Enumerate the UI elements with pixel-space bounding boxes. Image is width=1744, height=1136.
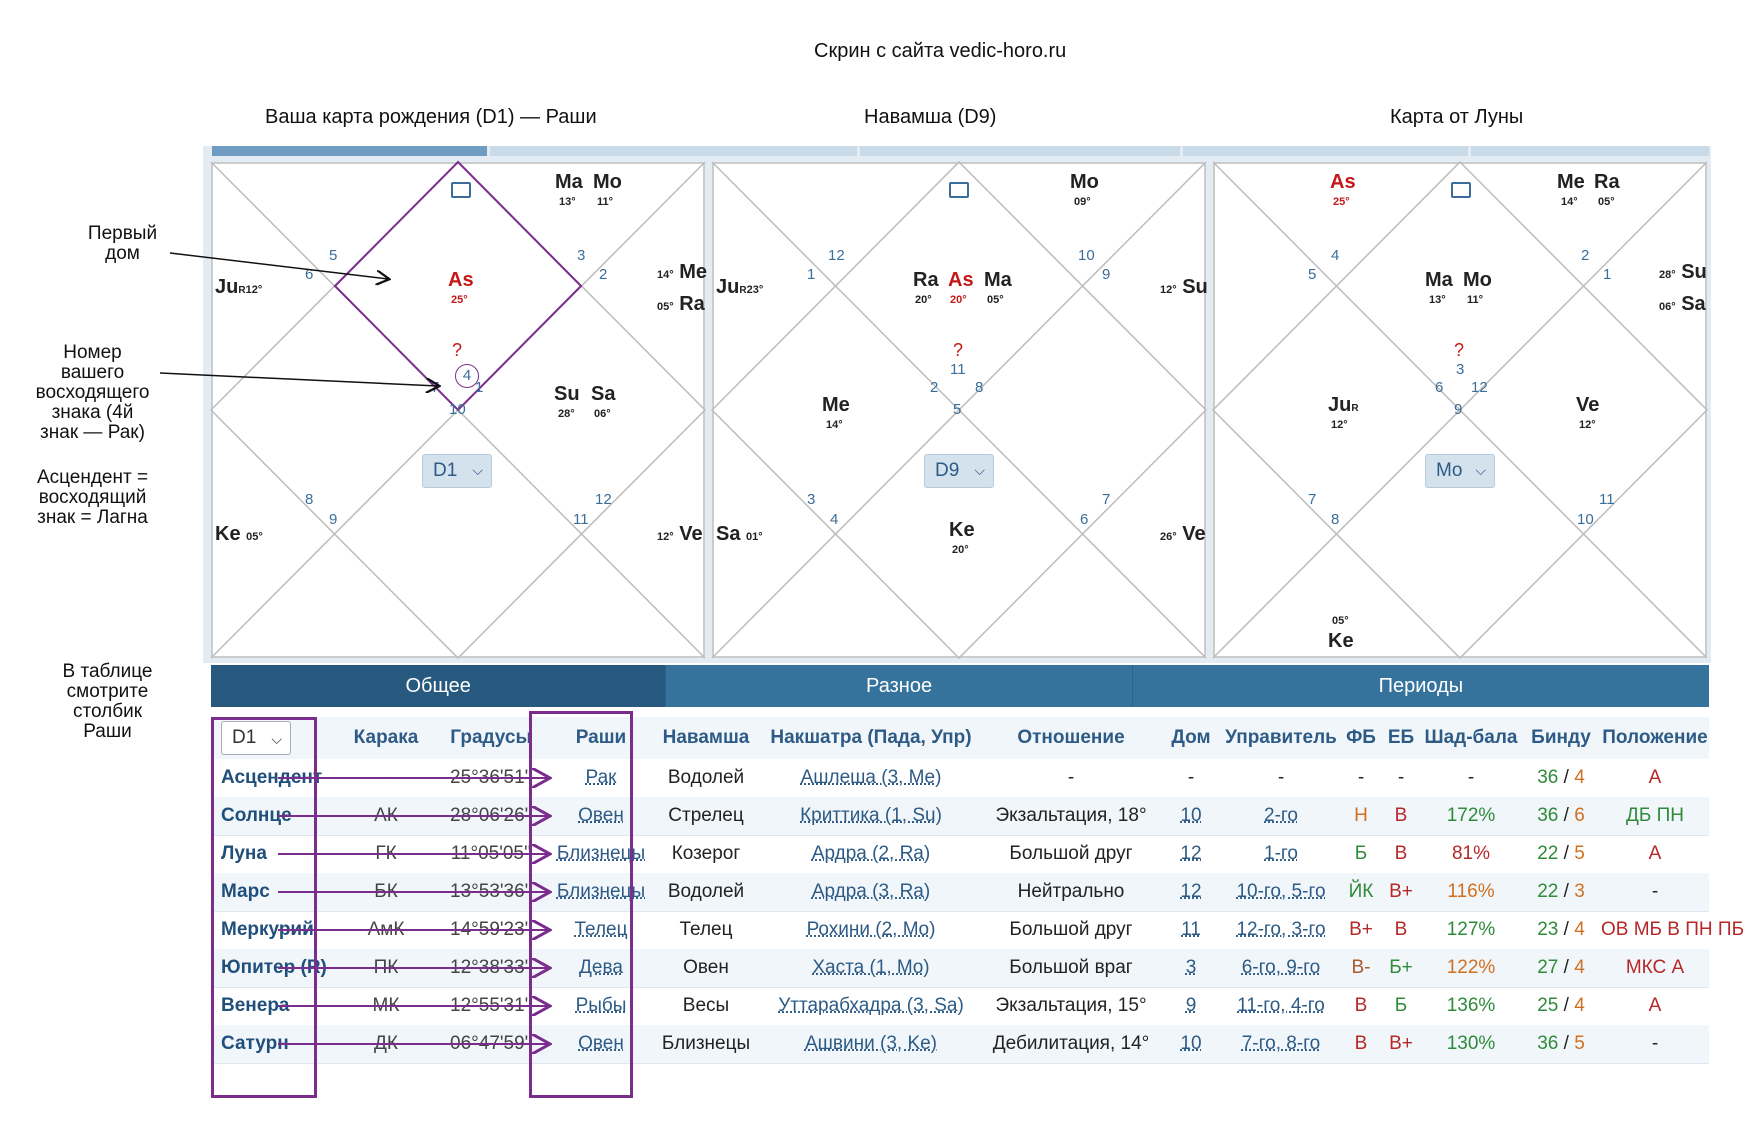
cell-navamsha: Овен — [683, 957, 729, 978]
house-num-1: 1 — [807, 266, 816, 283]
planet-mo: Mo — [593, 171, 622, 193]
col-shadbala[interactable]: Шад-бала — [1424, 727, 1518, 748]
cell-bindu: 22 / 5 — [1537, 843, 1585, 864]
deg-ke: 05° — [1332, 615, 1349, 627]
cell-fb: В — [1354, 1033, 1368, 1054]
planet-me: 14° Me — [657, 261, 707, 283]
cell-bindu: 36 / 5 — [1537, 1033, 1585, 1054]
arrow-sign-number — [160, 373, 438, 386]
note-first-house: Первый дом — [87, 223, 158, 264]
cell-navamsha: Весы — [682, 995, 730, 1016]
cell-pos: A — [1648, 767, 1662, 788]
col-eb[interactable]: ЕБ — [1387, 727, 1415, 748]
cell-eb: В — [1394, 919, 1408, 940]
cell-rashi[interactable]: Телец — [574, 919, 628, 940]
planet-name[interactable]: Венера — [221, 995, 290, 1016]
cell-fb: - — [1357, 767, 1365, 788]
house-num-10: 10 — [1577, 511, 1594, 528]
planet-ju: JuR23° — [716, 276, 764, 298]
question-mark: ? — [452, 340, 463, 360]
planet-name[interactable]: Луна — [221, 843, 267, 864]
cell-navamsha: Водолей — [667, 881, 745, 902]
planet-ve: 12° Ve — [657, 523, 703, 545]
cell-house[interactable]: 10 — [1180, 1033, 1202, 1054]
cell-lord: - — [1277, 767, 1285, 788]
cell-rel: Большой враг — [1009, 957, 1133, 978]
deg-as: 20° — [950, 294, 967, 306]
planet-ra: 05° Ra — [657, 293, 705, 315]
question-mark: ? — [1454, 340, 1465, 360]
house-num-4: 4 — [830, 511, 839, 528]
rashi-chart-caption: Ваша карта рождения (D1) — Раши — [265, 106, 597, 128]
cell-fb: В- — [1351, 957, 1371, 978]
col-degrees[interactable]: Градусы — [450, 727, 532, 748]
house-num-5: 5 — [329, 247, 338, 264]
bindu-count: 4 — [1574, 995, 1585, 1016]
cell-eb: - — [1397, 767, 1405, 788]
col-house[interactable]: Дом — [1171, 727, 1211, 748]
planet-su: Su — [554, 383, 580, 405]
cell-karaka: МК — [372, 995, 400, 1016]
planet-su: 12° Su — [1160, 276, 1208, 298]
cell-fb: ЙК — [1348, 881, 1374, 902]
cell-deg: 14°59'23'' — [450, 919, 532, 940]
planet-name[interactable]: Меркурий — [221, 919, 314, 940]
arrow-first-house — [170, 253, 388, 279]
cell-rel: Дебилитация, 14° — [992, 1033, 1150, 1054]
house-num-6: 6 — [1435, 379, 1444, 396]
cell-deg: 12°38'33'' — [450, 957, 532, 978]
cell-lord[interactable]: 1-го — [1264, 843, 1298, 864]
house-num-5: 5 — [953, 401, 962, 418]
planet-ke: Ke 05° — [215, 523, 263, 545]
house-num-7: 7 — [1102, 491, 1111, 508]
house-num-7: 7 — [431, 379, 440, 396]
cell-eb: Б+ — [1389, 957, 1413, 978]
deg-as: 25° — [1333, 196, 1350, 208]
cell-lord[interactable]: 2-го — [1264, 805, 1298, 826]
deg-ra: 20° — [915, 294, 932, 306]
cell-karaka: - — [382, 767, 390, 788]
bindu-value: 36 — [1537, 767, 1559, 788]
bindu-value: 36 — [1537, 805, 1559, 826]
deg-sa: 06° — [594, 408, 611, 420]
house-num-7: 7 — [1308, 491, 1317, 508]
house-num-3: 3 — [807, 491, 816, 508]
cell-navamsha: Стрелец — [668, 805, 744, 826]
cell-house[interactable]: 10 — [1180, 805, 1202, 826]
house-num-9: 9 — [1102, 266, 1111, 283]
deg-ma: 13° — [559, 196, 576, 208]
house-num-1: 1 — [475, 379, 484, 396]
planet-su: 28° Su — [1659, 261, 1707, 283]
cell-shad: 130% — [1446, 1033, 1496, 1054]
cell-house: - — [1187, 767, 1195, 788]
cell-pos: - — [1651, 881, 1659, 902]
bindu-count: 4 — [1574, 767, 1585, 788]
planet-ma: Ma — [1425, 269, 1453, 291]
cell-pos: - — [1651, 1033, 1659, 1054]
planet-name[interactable]: Юпитер (R) — [221, 957, 327, 978]
house-num-10: 10 — [449, 401, 466, 418]
tab-periods[interactable]: Периоды — [1133, 665, 1709, 707]
deg-me: 14° — [826, 419, 843, 431]
house-num-2: 2 — [599, 266, 608, 283]
house-num-3: 3 — [577, 247, 586, 264]
cell-pos: A — [1648, 995, 1662, 1016]
planet-ve: Ve — [1576, 394, 1600, 416]
cell-house[interactable]: 11 — [1181, 919, 1201, 940]
house-num-8: 8 — [1331, 511, 1340, 528]
source-caption: Скрин с сайта vedic-horo.ru — [814, 40, 1067, 62]
deg-ra: 05° — [1598, 196, 1615, 208]
planet-ke: Ke — [949, 519, 975, 541]
planet-ve: 26° Ve — [1160, 523, 1206, 545]
bindu-value: 22 — [1537, 881, 1559, 902]
house-num-1: 1 — [1603, 266, 1612, 283]
cell-deg: 25°36'51'' — [450, 767, 532, 788]
cell-nak[interactable]: Ашвини (3, Ke) — [804, 1033, 938, 1054]
house-num-6: 6 — [305, 266, 314, 283]
cell-nak[interactable]: Рохини (2, Mo) — [806, 919, 936, 940]
cell-rel: Экзальтация, 18° — [995, 805, 1147, 826]
col-lord[interactable]: Управитель — [1225, 727, 1337, 748]
cell-bindu: 22 / 3 — [1537, 881, 1585, 902]
cell-lord[interactable]: 7-го, 8-го — [1241, 1033, 1321, 1054]
cell-navamsha: Козерог — [671, 843, 741, 864]
planet-ju: JuR — [1328, 394, 1359, 416]
cell-rashi[interactable]: Близнецы — [556, 843, 646, 864]
bindu-value: 23 — [1537, 919, 1559, 940]
col-rashi[interactable]: Раши — [575, 727, 627, 748]
moon-chart-caption: Карта от Луны — [1390, 106, 1524, 128]
cell-house[interactable]: 3 — [1185, 957, 1197, 978]
house-num-6: 6 — [1080, 511, 1089, 528]
bindu-count: 4 — [1574, 957, 1585, 978]
cell-rel: Большой друг — [1009, 843, 1133, 864]
cell-karaka: ДК — [374, 1033, 398, 1054]
planet-name[interactable]: Асцендент — [221, 767, 323, 788]
deg-mo: 11° — [597, 196, 614, 208]
planet-ma: Ma — [984, 269, 1012, 291]
cell-bindu: 36 / 4 — [1537, 767, 1585, 788]
house-num-12: 12 — [595, 491, 612, 508]
planet-sa: 06° Sa — [1659, 293, 1706, 315]
cell-rashi[interactable]: Рак — [585, 767, 617, 788]
deg-su: 28° — [558, 408, 575, 420]
note-table-hint: В таблице смотрите столбик Раши — [62, 661, 153, 742]
deg-ke: 20° — [952, 544, 969, 556]
cell-pos: ДБ ПН — [1626, 805, 1684, 826]
bindu-count: 6 — [1574, 805, 1585, 826]
cell-karaka: ПК — [373, 957, 399, 978]
bindu-value: 25 — [1537, 995, 1559, 1016]
cell-nak[interactable]: Ашлеша (3, Me) — [800, 767, 942, 788]
tab-misc[interactable]: Разное — [666, 665, 1132, 707]
cell-eb: В — [1394, 805, 1408, 826]
col-karaka[interactable]: Карака — [353, 727, 419, 748]
planet-ju: JuR12° — [215, 276, 263, 298]
col-nakshatra[interactable]: Накшатра (Пада, Упр) — [770, 727, 972, 748]
cell-fb: Б — [1354, 843, 1368, 864]
cell-shad: 116% — [1447, 881, 1495, 902]
cell-navamsha: Водолей — [667, 767, 745, 788]
cell-lord[interactable]: 10-го, 5-го — [1236, 881, 1326, 902]
chart-division-select[interactable]: Mo ⌵ — [1425, 454, 1495, 488]
cell-fb: В+ — [1349, 919, 1373, 940]
house-num-12: 12 — [1471, 379, 1488, 396]
house-num-5: 5 — [1308, 266, 1317, 283]
cell-bindu: 25 / 4 — [1537, 995, 1585, 1016]
planet-as: As — [448, 269, 474, 291]
chevron-down-icon: ⌵ — [271, 731, 282, 747]
cell-house[interactable]: 12 — [1180, 881, 1202, 902]
cell-rashi[interactable]: Овен — [578, 1033, 624, 1054]
table-division-select[interactable]: D1 ⌵ — [221, 721, 291, 755]
cell-nak[interactable]: Ардра (3, Ra) — [811, 881, 931, 902]
cell-eb: В+ — [1389, 881, 1413, 902]
house-num-8: 8 — [305, 491, 314, 508]
cell-deg: 28°06'26'' — [450, 805, 532, 826]
col-relation[interactable]: Отношение — [1017, 727, 1125, 748]
ascendant-sign-number: 4 — [455, 364, 479, 388]
col-bindu[interactable]: Бинду — [1531, 727, 1591, 748]
cell-rel: - — [1067, 767, 1075, 788]
cell-fb: Н — [1354, 805, 1368, 826]
house-num-3: 3 — [1456, 361, 1465, 378]
cell-house[interactable]: 9 — [1185, 995, 1197, 1016]
cell-pos: A — [1648, 843, 1662, 864]
cell-karaka: БК — [374, 881, 398, 902]
col-position[interactable]: Положение — [1602, 727, 1708, 748]
cell-shad: 127% — [1446, 919, 1496, 940]
planet-ke: Ke — [1328, 630, 1354, 652]
tab-general[interactable]: Общее — [211, 665, 666, 707]
cell-rashi[interactable]: Дева — [579, 957, 623, 978]
cell-pos: ОВ МБ В ПН ПБ — [1601, 919, 1744, 940]
deg-ve: 12° — [1579, 419, 1596, 431]
deg-ma: 05° — [987, 294, 1004, 306]
cell-shad: 172% — [1446, 805, 1496, 826]
planet-sa: Sa — [591, 383, 616, 405]
planet-ra: Ra — [913, 269, 939, 291]
cell-shad: - — [1467, 767, 1475, 788]
house-num-9: 9 — [329, 511, 338, 528]
bindu-count: 5 — [1574, 843, 1585, 864]
cell-nak[interactable]: Хаста (1, Mo) — [812, 957, 930, 978]
cell-bindu: 36 / 6 — [1537, 805, 1585, 826]
cell-lord[interactable]: 6-го, 9-го — [1241, 957, 1321, 978]
cell-navamsha: Телец — [679, 919, 733, 940]
cell-karaka: АК — [374, 805, 398, 826]
planet-name[interactable]: Сатурн — [221, 1033, 289, 1054]
planet-name[interactable]: Марс — [221, 881, 270, 902]
cell-deg: 12°55'31'' — [450, 995, 532, 1016]
bindu-value: 27 — [1537, 957, 1559, 978]
cell-eb: Б — [1394, 995, 1408, 1016]
deg-me: 14° — [1561, 196, 1578, 208]
deg-ma: 13° — [1429, 294, 1446, 306]
chevron-down-icon: ⌵ — [1475, 462, 1486, 478]
cell-eb: В+ — [1389, 1033, 1413, 1054]
chart-division-select[interactable]: D9 ⌵ — [924, 454, 994, 488]
cell-shad: 81% — [1451, 843, 1491, 864]
house-num-2: 2 — [930, 379, 939, 396]
house-num-4: 4 — [1331, 247, 1340, 264]
note-sign-number: Номер вашего восходящего знака (4й знак — Рак) — [35, 342, 150, 443]
cell-bindu: 27 / 4 — [1537, 957, 1585, 978]
house-num-9: 9 — [1454, 401, 1463, 418]
chevron-down-icon: ⌵ — [472, 462, 483, 478]
house-num-12: 12 — [828, 247, 845, 264]
planet-as: As — [1330, 171, 1356, 193]
cell-lord[interactable]: 11-го, 4-го — [1237, 995, 1325, 1016]
cell-deg: 13°53'36'' — [450, 881, 532, 902]
house-num-11: 11 — [573, 511, 589, 528]
cell-bindu: 23 / 4 — [1537, 919, 1585, 940]
planet-name[interactable]: Солнце — [221, 805, 292, 826]
note-ascendant: Асцендент = восходящий знак = Лагна — [36, 467, 149, 528]
cell-nak[interactable]: Криттика (1, Su) — [800, 805, 942, 826]
bindu-value: 22 — [1537, 843, 1559, 864]
question-mark: ? — [953, 340, 964, 360]
deg-as: 25° — [451, 294, 468, 306]
cell-fb: В — [1354, 995, 1368, 1016]
cell-nak[interactable]: Ардра (2, Ra) — [811, 843, 931, 864]
cell-house[interactable]: 12 — [1180, 843, 1202, 864]
planet-ra: Ra — [1594, 171, 1620, 193]
planet-sa: Sa 01° — [716, 523, 763, 545]
house-num-11: 11 — [950, 361, 966, 378]
cell-rel: Большой друг — [1009, 919, 1133, 940]
planet-as: As — [948, 269, 974, 291]
house-num-8: 8 — [975, 379, 984, 396]
deg-mo: 11° — [1467, 294, 1484, 306]
planet-me: Me — [1557, 171, 1585, 193]
cell-karaka: ГК — [375, 843, 397, 864]
navamsha-chart-caption: Навамша (D9) — [864, 106, 997, 128]
bindu-count: 3 — [1574, 881, 1585, 902]
col-navamsha[interactable]: Навамша — [662, 727, 750, 748]
cell-deg: 06°47'59'' — [450, 1033, 532, 1054]
cell-rel: Экзальтация, 15° — [995, 995, 1147, 1016]
cell-deg: 11°05'05'' — [450, 843, 532, 864]
cell-rashi[interactable]: Овен — [578, 805, 624, 826]
house-num-10: 10 — [1078, 247, 1095, 264]
cell-shad: 136% — [1446, 995, 1496, 1016]
planet-ma: Ma — [555, 171, 583, 193]
bindu-count: 4 — [1574, 919, 1585, 940]
cell-eb: В — [1394, 843, 1408, 864]
bindu-value: 36 — [1537, 1033, 1559, 1054]
planet-me: Me — [822, 394, 850, 416]
planet-mo: Mo — [1463, 269, 1492, 291]
cell-rel: Нейтрально — [1017, 881, 1125, 902]
cell-shad: 122% — [1446, 957, 1496, 978]
chart-division-select[interactable]: D1 ⌵ — [422, 454, 492, 488]
chevron-down-icon: ⌵ — [974, 462, 985, 478]
planet-mo: Mo — [1070, 171, 1099, 193]
cell-lord[interactable]: 12-го, 3-го — [1236, 919, 1326, 940]
cell-karaka: АмК — [367, 919, 405, 940]
cell-rashi[interactable]: Рыбы — [575, 995, 627, 1016]
deg-ju: 12° — [1331, 419, 1348, 431]
house-num-2: 2 — [1581, 247, 1590, 264]
cell-navamsha: Близнецы — [661, 1033, 751, 1054]
cell-pos: МКС A — [1625, 957, 1685, 978]
bindu-count: 5 — [1574, 1033, 1585, 1054]
col-fb[interactable]: ФБ — [1346, 727, 1376, 748]
house-num-11: 11 — [1599, 491, 1615, 508]
cell-nak[interactable]: Уттарабхадра (3, Sa) — [778, 995, 964, 1016]
deg-mo: 09° — [1074, 196, 1091, 208]
cell-rashi[interactable]: Близнецы — [556, 881, 646, 902]
